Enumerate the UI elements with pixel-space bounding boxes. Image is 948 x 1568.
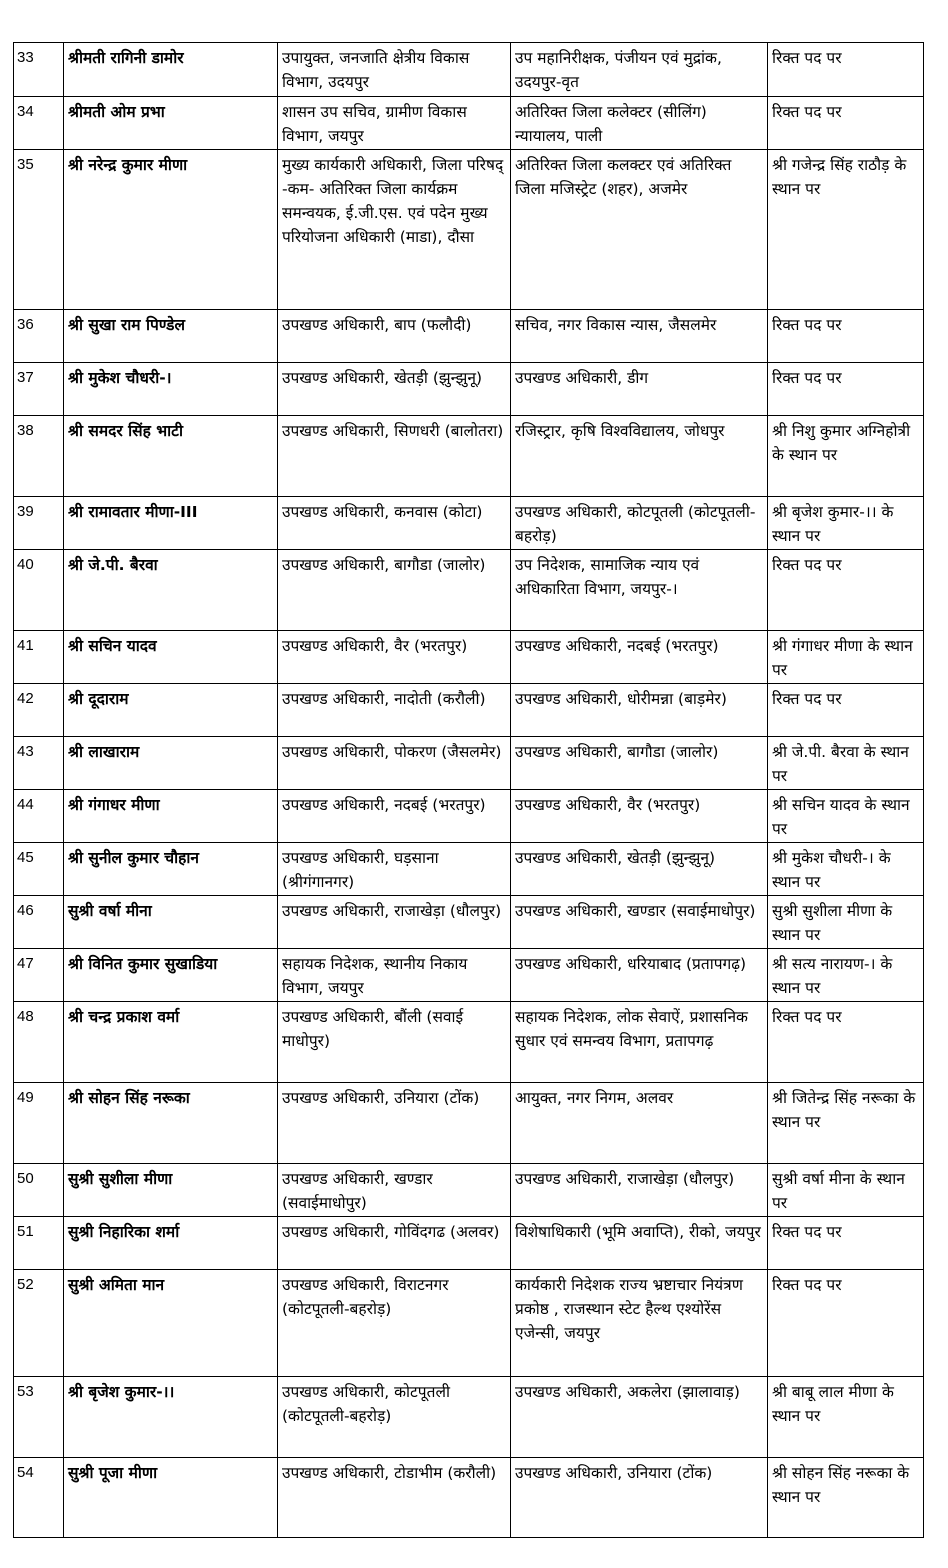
new-posting-cell: उपखण्ड अधिकारी, कोटपूतली (कोटपूतली-बहरोड़) <box>511 497 768 550</box>
officer-name-cell: सुश्री सुशीला मीणा <box>64 1164 278 1217</box>
remark-cell: रिक्त पद पर <box>768 363 924 416</box>
transfer-order-document <box>13 42 923 1538</box>
serial-number-cell: 40 <box>14 550 64 631</box>
new-posting-cell: उपखण्ड अधिकारी, उनियारा (टोंक) <box>511 1458 768 1538</box>
new-posting-cell: उपखण्ड अधिकारी, धरियाबाद (प्रतापगढ़) <box>511 949 768 1002</box>
new-posting-cell: उप महानिरीक्षक, पंजीयन एवं मुद्रांक, उदयपुर-वृत <box>511 43 768 97</box>
remark-cell: श्री बृजेश कुमार-।। के स्थान पर <box>768 497 924 550</box>
current-posting-cell: उपखण्ड अधिकारी, खण्डार (सवाईमाधोपुर) <box>278 1164 511 1217</box>
remark-cell: रिक्त पद पर <box>768 310 924 363</box>
current-posting-cell: उपखण्ड अधिकारी, पोकरण (जैसलमेर) <box>278 737 511 790</box>
transfer-table-body <box>14 43 924 1538</box>
serial-number-cell: 41 <box>14 631 64 684</box>
serial-number-cell: 49 <box>14 1083 64 1164</box>
current-posting-cell: उपखण्ड अधिकारी, विराटनगर (कोटपूतली-बहरोड़) <box>278 1270 511 1377</box>
serial-number-cell: 45 <box>14 843 64 896</box>
new-posting-cell: अतिरिक्त जिला कलक्टर एवं अतिरिक्त जिला मजिस्ट्रेट (शहर), अजमेर <box>511 150 768 310</box>
serial-number-cell: 39 <box>14 497 64 550</box>
remark-cell: श्री जितेन्द्र सिंह नरूका के स्थान पर <box>768 1083 924 1164</box>
serial-number-cell: 52 <box>14 1270 64 1377</box>
current-posting-cell: मुख्य कार्यकारी अधिकारी, जिला परिषद् -कम- अतिरिक्त जिला कार्यक्रम समन्वयक, ई.जी.एस. एवं पदेन मुख्य परियोजना अधिकारी (माडा), दौसा <box>278 150 511 310</box>
current-posting-cell: उपखण्ड अधिकारी, बाप (फलौदी) <box>278 310 511 363</box>
table-row <box>14 843 924 896</box>
remark-cell: श्री मुकेश चौधरी-। के स्थान पर <box>768 843 924 896</box>
new-posting-cell: विशेषाधिकारी (भूमि अवाप्ति), रीको, जयपुर <box>511 1217 768 1270</box>
current-posting-cell: उपखण्ड अधिकारी, घड़साना (श्रीगंगानगर) <box>278 843 511 896</box>
table-row <box>14 150 924 310</box>
table-row <box>14 416 924 497</box>
current-posting-cell: उपखण्ड अधिकारी, वैर (भरतपुर) <box>278 631 511 684</box>
officer-name-cell: सुश्री निहारिका शर्मा <box>64 1217 278 1270</box>
serial-number-cell: 37 <box>14 363 64 416</box>
current-posting-cell: उपखण्ड अधिकारी, टोडाभीम (करौली) <box>278 1458 511 1538</box>
new-posting-cell: कार्यकारी निदेशक राज्य भ्रष्टाचार नियंत्रण प्रकोष्ठ , राजस्थान स्टेट हैल्थ एश्योरेंस एजेन्सी, जयपुर <box>511 1270 768 1377</box>
new-posting-cell: रजिस्ट्रार, कृषि विश्वविद्यालय, जोधपुर <box>511 416 768 497</box>
table-row <box>14 737 924 790</box>
table-row <box>14 97 924 150</box>
serial-number-cell: 38 <box>14 416 64 497</box>
table-row <box>14 1458 924 1538</box>
serial-number-cell: 35 <box>14 150 64 310</box>
officer-name-cell: श्री मुकेश चौधरी-। <box>64 363 278 416</box>
serial-number-cell: 42 <box>14 684 64 737</box>
table-row <box>14 497 924 550</box>
remark-cell: रिक्त पद पर <box>768 1002 924 1083</box>
new-posting-cell: उपखण्ड अधिकारी, अकलेरा (झालावाड़) <box>511 1377 768 1458</box>
current-posting-cell: उपखण्ड अधिकारी, गोविंदगढ (अलवर) <box>278 1217 511 1270</box>
table-row <box>14 949 924 1002</box>
current-posting-cell: उपखण्ड अधिकारी, बौंली (सवाई माधोपुर) <box>278 1002 511 1083</box>
officer-name-cell: श्री बृजेश कुमार-।। <box>64 1377 278 1458</box>
new-posting-cell: उप निदेशक, सामाजिक न्याय एवं अधिकारिता विभाग, जयपुर-। <box>511 550 768 631</box>
remark-cell: श्री सोहन सिंह नरूका के स्थान पर <box>768 1458 924 1538</box>
new-posting-cell: उपखण्ड अधिकारी, वैर (भरतपुर) <box>511 790 768 843</box>
remark-cell: श्री निशु कुमार अग्निहोत्री के स्थान पर <box>768 416 924 497</box>
officer-name-cell: श्री रामावतार मीणा-III <box>64 497 278 550</box>
table-row <box>14 631 924 684</box>
current-posting-cell: उपखण्ड अधिकारी, सिणधरी (बालोतरा) <box>278 416 511 497</box>
serial-number-cell: 50 <box>14 1164 64 1217</box>
current-posting-cell: उपखण्ड अधिकारी, कनवास (कोटा) <box>278 497 511 550</box>
serial-number-cell: 43 <box>14 737 64 790</box>
serial-number-cell: 53 <box>14 1377 64 1458</box>
officer-name-cell: सुश्री वर्षा मीना <box>64 896 278 949</box>
new-posting-cell: उपखण्ड अधिकारी, धोरीमन्ना (बाड़मेर) <box>511 684 768 737</box>
serial-number-cell: 48 <box>14 1002 64 1083</box>
current-posting-cell: उपखण्ड अधिकारी, नदबई (भरतपुर) <box>278 790 511 843</box>
table-row <box>14 1217 924 1270</box>
new-posting-cell: आयुक्त, नगर निगम, अलवर <box>511 1083 768 1164</box>
remark-cell: रिक्त पद पर <box>768 97 924 150</box>
officer-name-cell: श्री सोहन सिंह नरूका <box>64 1083 278 1164</box>
new-posting-cell: उपखण्ड अधिकारी, नदबई (भरतपुर) <box>511 631 768 684</box>
remark-cell: रिक्त पद पर <box>768 1270 924 1377</box>
remark-cell: रिक्त पद पर <box>768 550 924 631</box>
officer-name-cell: श्री सुखा राम पिण्डेल <box>64 310 278 363</box>
table-row <box>14 310 924 363</box>
remark-cell: श्री गजेन्द्र सिंह राठौड़ के स्थान पर <box>768 150 924 310</box>
remark-cell: श्री बाबू लाल मीणा के स्थान पर <box>768 1377 924 1458</box>
serial-number-cell: 54 <box>14 1458 64 1538</box>
table-row <box>14 550 924 631</box>
table-row <box>14 1083 924 1164</box>
table-row <box>14 1164 924 1217</box>
officer-name-cell: श्री लाखाराम <box>64 737 278 790</box>
serial-number-cell: 36 <box>14 310 64 363</box>
officer-name-cell: सुश्री अमिता मान <box>64 1270 278 1377</box>
officer-name-cell: श्री गंगाधर मीणा <box>64 790 278 843</box>
table-row <box>14 1270 924 1377</box>
current-posting-cell: उपखण्ड अधिकारी, उनियारा (टोंक) <box>278 1083 511 1164</box>
serial-number-cell: 47 <box>14 949 64 1002</box>
officer-name-cell: श्री नरेन्द्र कुमार मीणा <box>64 150 278 310</box>
new-posting-cell: सचिव, नगर विकास न्यास, जैसलमेर <box>511 310 768 363</box>
current-posting-cell: उपखण्ड अधिकारी, बागौडा (जालोर) <box>278 550 511 631</box>
serial-number-cell: 44 <box>14 790 64 843</box>
remark-cell: सुश्री सुशीला मीणा के स्थान पर <box>768 896 924 949</box>
serial-number-cell: 33 <box>14 43 64 97</box>
table-row <box>14 1377 924 1458</box>
table-row <box>14 790 924 843</box>
remark-cell: श्री जे.पी. बैरवा के स्थान पर <box>768 737 924 790</box>
serial-number-cell: 34 <box>14 97 64 150</box>
officer-name-cell: सुश्री पूजा मीणा <box>64 1458 278 1538</box>
remark-cell: रिक्त पद पर <box>768 43 924 97</box>
officer-name-cell: श्रीमती रागिनी डामोर <box>64 43 278 97</box>
table-row <box>14 896 924 949</box>
new-posting-cell: सहायक निदेशक, लोक सेवाऐं, प्रशासनिक सुधार एवं समन्वय विभाग, प्रतापगढ़ <box>511 1002 768 1083</box>
remark-cell: श्री गंगाधर मीणा के स्थान पर <box>768 631 924 684</box>
remark-cell: रिक्त पद पर <box>768 1217 924 1270</box>
officer-name-cell: श्री सचिन यादव <box>64 631 278 684</box>
current-posting-cell: सहायक निदेशक, स्थानीय निकाय विभाग, जयपुर <box>278 949 511 1002</box>
remark-cell: सुश्री वर्षा मीना के स्थान पर <box>768 1164 924 1217</box>
table-row <box>14 1002 924 1083</box>
officer-name-cell: श्री समदर सिंह भाटी <box>64 416 278 497</box>
new-posting-cell: उपखण्ड अधिकारी, खण्डार (सवाईमाधोपुर) <box>511 896 768 949</box>
current-posting-cell: उपखण्ड अधिकारी, कोटपूतली (कोटपूतली-बहरोड़) <box>278 1377 511 1458</box>
new-posting-cell: उपखण्ड अधिकारी, खेतड़ी (झुन्झुनू) <box>511 843 768 896</box>
remark-cell: रिक्त पद पर <box>768 684 924 737</box>
current-posting-cell: उपखण्ड अधिकारी, राजाखेड़ा (धौलपुर) <box>278 896 511 949</box>
officer-name-cell: श्री चन्द्र प्रकाश वर्मा <box>64 1002 278 1083</box>
officer-name-cell: श्रीमती ओम प्रभा <box>64 97 278 150</box>
transfer-table <box>13 42 924 1538</box>
officer-name-cell: श्री जे.पी. बैरवा <box>64 550 278 631</box>
officer-name-cell: श्री सुनील कुमार चौहान <box>64 843 278 896</box>
new-posting-cell: उपखण्ड अधिकारी, बागौडा (जालोर) <box>511 737 768 790</box>
new-posting-cell: अतिरिक्त जिला कलेक्टर (सीलिंग) न्यायालय, पाली <box>511 97 768 150</box>
remark-cell: श्री सचिन यादव के स्थान पर <box>768 790 924 843</box>
table-row <box>14 363 924 416</box>
serial-number-cell: 46 <box>14 896 64 949</box>
current-posting-cell: उपखण्ड अधिकारी, नादोती (करौली) <box>278 684 511 737</box>
officer-name-cell: श्री दूदाराम <box>64 684 278 737</box>
current-posting-cell: उपखण्ड अधिकारी, खेतड़ी (झुन्झुनू) <box>278 363 511 416</box>
new-posting-cell: उपखण्ड अधिकारी, राजाखेड़ा (धौलपुर) <box>511 1164 768 1217</box>
current-posting-cell: उपायुक्त, जनजाति क्षेत्रीय विकास विभाग, उदयपुर <box>278 43 511 97</box>
current-posting-cell: शासन उप सचिव, ग्रामीण विकास विभाग, जयपुर <box>278 97 511 150</box>
serial-number-cell: 51 <box>14 1217 64 1270</box>
officer-name-cell: श्री विनित कुमार सुखाडिया <box>64 949 278 1002</box>
table-row <box>14 684 924 737</box>
new-posting-cell: उपखण्ड अधिकारी, डीग <box>511 363 768 416</box>
remark-cell: श्री सत्य नारायण-। के स्थान पर <box>768 949 924 1002</box>
table-row <box>14 43 924 97</box>
